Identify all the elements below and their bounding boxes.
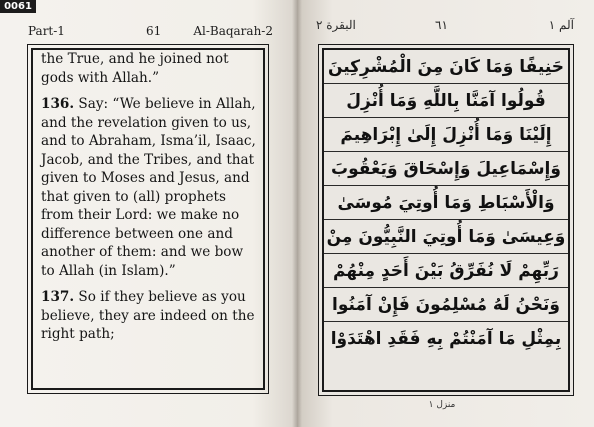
paragraph-verse-136	[41, 95, 261, 280]
paragraph-text: Say: “We believe in Allah, and the revelation given to us, and to Abraham, Isma’il, Isaac, Jacob, and the Tribes, and that given to Moses and Jesus, and that given to (all) prophets from their Lord: we make no difference between one and another of them: and we bow to Allah (in Islam).”	[41, 96, 256, 279]
paragraph-text: the True, and he joined not gods with Allah.”	[41, 51, 229, 86]
arabic-line: رَبِّهِمْ لَا نُفَرِّقُ بَيْنَ أَحَدٍ مِنْهُمْ	[324, 254, 568, 288]
verse-number: 136.	[41, 96, 75, 112]
arabic-line: وَعِيسَىٰ وَمَا أُوتِيَ النَّبِيُّونَ مِنْ	[324, 220, 568, 254]
right-page-header	[316, 18, 574, 36]
arabic-surah-label: البقرة ٢	[316, 18, 356, 32]
arabic-text-lines	[324, 50, 568, 390]
book-gutter	[292, 0, 302, 427]
part-label: Part-1	[28, 24, 65, 38]
arabic-juz-label: آلم ١	[548, 18, 574, 32]
paragraph-continuation	[41, 50, 261, 87]
arabic-line: بِمِثْلِ مَا آمَنْتُمْ بِهِ فَقَدِ اهْتَدَوْا	[330, 329, 562, 349]
arabic-line: قُولُوا آمَنَّا بِاللَّهِ وَمَا أُنْزِلَ	[324, 84, 568, 118]
arabic-line: حَنِيفًا وَمَا كَانَ مِنَ الْمُشْرِكِينَ	[324, 50, 568, 84]
left-page-number: 61	[146, 24, 162, 38]
right-page-number: ٦١	[435, 18, 448, 32]
arabic-line: وَالْأَسْبَاطِ وَمَا أُوتِيَ مُوسَىٰ	[324, 186, 568, 220]
arabic-line: وَإِسْمَاعِيلَ وَإِسْحَاقَ وَيَعْقُوبَ	[324, 152, 568, 186]
paragraph-verse-137	[41, 288, 261, 344]
surah-label: Al-Baqarah-2	[193, 24, 273, 38]
translation-text	[41, 50, 261, 344]
paragraph-text: So if they believe as you believe, they are indeed on the right path;	[41, 289, 255, 342]
verse-number: 137.	[41, 289, 75, 305]
arabic-line: إِلَيْنَا وَمَا أُنْزِلَ إِلَىٰ إِبْرَاهِيمَ	[324, 118, 568, 152]
manzil-footer: منزل ١	[428, 400, 456, 410]
left-page-header	[28, 24, 273, 40]
image-tag: 0061	[0, 0, 36, 13]
arabic-line: وَنَحْنُ لَهُ مُسْلِمُونَ فَإِنْ آمَنُوا	[324, 288, 568, 322]
